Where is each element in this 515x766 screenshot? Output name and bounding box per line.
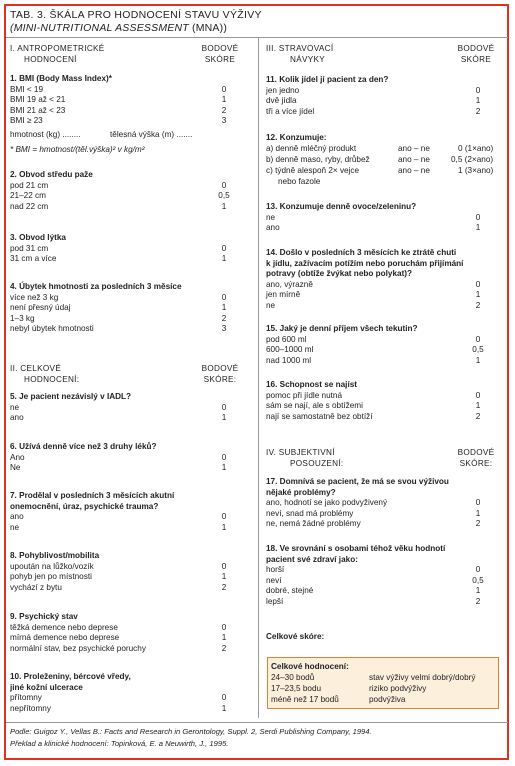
left-question-8-option: těžká demence nebo deprese xyxy=(10,622,118,632)
left-question-6-option: ne xyxy=(10,522,20,532)
left-question-5-heading: 6. Užívá denně více než 3 druhy léků? xyxy=(10,442,157,451)
footer-translation: Překlad a klinické hodnocení: Topinková, E. a Neuwirth, J., 1995. xyxy=(10,739,229,748)
section-iv-score-heading: BODOVÉ xyxy=(457,448,495,457)
left-question-1-score: 1 xyxy=(221,201,227,211)
footer-divider xyxy=(6,722,508,723)
right-question-2-score: 2 xyxy=(475,301,481,310)
evaluation-range-2: 17–23,5 bodu xyxy=(271,684,322,693)
right-question-0-heading: 11. Kolik jídel jí pacient za den? xyxy=(266,75,389,84)
q12-option-c-cont: nebo fazole xyxy=(278,177,321,186)
left-question-7-score: 1 xyxy=(221,572,227,582)
left-question-8-score: 2 xyxy=(221,643,227,653)
q12-option-c: c) týdně alespoň 2× vejce xyxy=(266,166,360,175)
left-question-2-score: 1 xyxy=(221,254,227,264)
q12-option-c-score: 1 (3×ano) xyxy=(458,166,494,175)
left-question-6-option: ano xyxy=(10,512,24,522)
evaluation-result-1: stav výživy velmi dobrý/dobrý xyxy=(369,673,476,682)
right-question-5-heading: nějaké problémy? xyxy=(266,487,336,497)
section-iv-heading-2: POSOUZENÍ: xyxy=(290,459,344,468)
right-question-6-option: lepší xyxy=(266,597,284,606)
left-question-0-score: 1 xyxy=(221,95,227,105)
left-question-7-heading: 8. Pohyblivost/mobilita xyxy=(10,551,100,560)
left-question-8-score: 0 xyxy=(221,622,227,632)
left-question-1-option: nad 22 cm xyxy=(10,201,49,211)
left-question-0-score: 0 xyxy=(221,84,227,94)
right-question-1-score: 0 xyxy=(475,212,481,222)
q12-option-a-score: 0 (1×ano) xyxy=(458,144,494,153)
right-question-2-option: ano, výrazně xyxy=(266,279,313,289)
right-question-1-option: ne xyxy=(266,212,276,222)
left-question-0-score: 2 xyxy=(221,105,227,115)
q12-option-c-answer: ano – ne xyxy=(398,166,430,175)
q12-option-b: b) denně maso, ryby, drůbež xyxy=(266,155,370,164)
section-iv-heading: IV. SUBJEKTIVNÍ xyxy=(266,448,335,457)
question-12: 12. Konzumuje: xyxy=(266,133,327,142)
right-question-5-option: neví, snad má problémy xyxy=(266,508,354,518)
left-question-7-score: 2 xyxy=(221,582,227,592)
left-question-0-heading: 1. BMI (Body Mass Index)* xyxy=(10,74,112,83)
left-question-8-option: mírná demence nebo deprese xyxy=(10,633,120,643)
left-question-3-option: více než 3 kg xyxy=(10,292,59,302)
evaluation-title: Celkové hodnocení: xyxy=(271,662,349,671)
right-question-6-heading: pacient své zdraví jako: xyxy=(266,554,358,564)
footer-source: Podle: Guigoz Y., Vellas B.: Facts and Research in Gerontology, Suppl. 2, Serdi Publishing Company, 1994. xyxy=(10,727,372,736)
section-iii-heading: III. STRAVOVACÍ xyxy=(266,44,334,53)
section-ii-score-heading: BODOVÉ xyxy=(201,364,239,373)
right-question-1-heading: 13. Konzumuje denně ovoce/zeleninu? xyxy=(266,202,417,211)
right-question-4-score: 1 xyxy=(475,401,481,411)
left-question-9-score: 0 xyxy=(221,693,227,703)
left-question-3-score: 0 xyxy=(221,292,227,302)
left-question-4-score: 0 xyxy=(221,402,227,412)
right-question-2-option: jen mírně xyxy=(266,290,301,300)
left-question-2-option: 31 cm a více xyxy=(10,254,57,264)
right-question-5-score: 2 xyxy=(475,519,481,529)
right-question-3-option: 600–1000 ml xyxy=(266,345,314,355)
right-question-3-option: nad 1000 ml xyxy=(266,355,312,365)
section-iii-score-heading: BODOVÉ xyxy=(457,44,495,53)
left-question-8-score: 1 xyxy=(221,633,227,643)
left-question-4-heading: 5. Je pacient nezávislý v IADL? xyxy=(10,392,132,401)
right-question-5-option: ano, hodnotí se jako podvyživený xyxy=(266,498,388,508)
right-question-4-score: 0 xyxy=(475,390,481,400)
q12-option-b-score: 0,5 (2×ano) xyxy=(451,155,494,164)
right-question-0-score: 1 xyxy=(475,96,481,106)
right-question-6-option: dobré, stejné xyxy=(266,586,314,596)
section-iii-score-heading-2: SKÓRE xyxy=(460,55,492,64)
section-ii-heading-2: HODNOCENÍ: xyxy=(24,375,80,384)
left-question-5-score: 0 xyxy=(221,452,227,462)
left-question-3-score: 1 xyxy=(221,303,227,313)
right-question-3-option: pod 600 ml xyxy=(266,334,307,344)
left-question-5-option: Ne xyxy=(10,463,21,473)
right-question-2-heading: k jídlu, zažívacím potížím nebo poruchám přijímání xyxy=(266,258,464,268)
left-question-4-option: ne xyxy=(10,402,20,412)
section-i-heading-2: HODNOCENÍ xyxy=(24,55,77,64)
evaluation-result-2: riziko podvýživy xyxy=(369,684,427,693)
q12-option-a-answer: ano – ne xyxy=(398,144,430,153)
left-question-2-option: pod 31 cm xyxy=(10,243,49,253)
right-question-4-option: sám se nají, ale s obtížemi xyxy=(266,401,363,411)
left-question-6-score: 0 xyxy=(221,512,227,522)
left-question-5-score: 1 xyxy=(221,463,227,473)
evaluation-range-1: 24–30 bodů xyxy=(271,673,315,682)
q12-option-b-answer: ano – ne xyxy=(398,155,430,164)
left-question-1-option: pod 21 cm xyxy=(10,180,49,190)
left-question-4-score: 1 xyxy=(221,413,227,423)
right-question-2-score: 0 xyxy=(475,279,481,289)
left-question-5-option: Ano xyxy=(10,452,25,462)
right-question-2-heading: potravy (obtíže žvýkat nebo polykat)? xyxy=(266,269,413,279)
left-question-3-option: 1–3 kg xyxy=(10,313,35,323)
right-question-6-score: 0 xyxy=(475,565,481,575)
right-question-6-heading: 18. Ve srovnání s osobami téhož věku hodnotí xyxy=(266,544,446,553)
left-question-0-option: BMI 19 až < 21 xyxy=(10,95,66,105)
left-question-1-option: 21–22 cm xyxy=(10,191,46,201)
section-ii-score-heading-2: SKÓRE: xyxy=(203,375,237,384)
right-question-3-score: 0 xyxy=(475,334,481,344)
left-question-0-option: BMI ≥ 23 xyxy=(10,116,43,126)
left-question-1-score: 0,5 xyxy=(218,191,230,201)
table-subtitle: (MINI-NUTRITIONAL ASSESSMENT (MNA)) xyxy=(10,22,228,34)
right-question-4-heading: 16. Schopnost se najíst xyxy=(266,380,357,389)
left-question-7-option: vychází z bytu xyxy=(10,582,62,592)
left-question-9-score: 1 xyxy=(221,703,227,713)
column-divider xyxy=(258,38,259,718)
right-question-4-score: 2 xyxy=(475,411,481,421)
right-question-6-score: 0,5 xyxy=(472,575,484,585)
left-question-2-heading: 3. Obvod lýtka xyxy=(10,233,66,242)
right-question-2-score: 1 xyxy=(475,290,481,300)
section-i-heading: I. ANTROPOMETRICKÉ xyxy=(10,44,105,53)
right-question-1-option: ano xyxy=(266,223,280,233)
left-question-9-option: přítomny xyxy=(10,693,42,703)
left-question-9-heading: jiné kožní ulcerace xyxy=(10,682,83,692)
section-iv-score-heading-2: SKÓRE: xyxy=(459,459,493,468)
right-question-4-option: nají se samostatně bez obtíží xyxy=(266,411,373,421)
right-question-6-score: 1 xyxy=(475,586,481,596)
left-question-1-score: 0 xyxy=(221,180,227,190)
left-question-6-heading: 7. Prodělal v posledních 3 měsících akutní xyxy=(10,491,175,500)
bmi-note: * BMI = hmotnost/(těl.výška)² v kg/m² xyxy=(10,145,145,154)
right-question-3-score: 0,5 xyxy=(472,345,484,355)
bmi-weight-field: hmotnost (kg) ........ xyxy=(10,130,81,139)
left-question-4-option: ano xyxy=(10,413,24,423)
left-question-6-heading: onemocnění, úraz, psychické trauma? xyxy=(10,501,159,511)
right-question-0-option: jen jedno xyxy=(266,85,300,95)
left-question-2-score: 0 xyxy=(221,243,227,253)
left-question-3-heading: 4. Úbytek hmotnosti za posledních 3 měsíce xyxy=(10,282,182,291)
section-i-score-heading-2: SKÓRE xyxy=(204,55,236,64)
left-question-9-heading: 10. Proleženiny, bércové vředy, xyxy=(10,672,131,681)
left-question-3-score: 2 xyxy=(221,313,227,323)
total-score-label: Celkové skóre: xyxy=(266,632,325,641)
right-question-5-heading: 17. Domnívá se pacient, že má se svou výživou xyxy=(266,477,449,486)
right-question-6-option: neví xyxy=(266,575,282,585)
left-question-8-option: normální stav, bez psychické poruchy xyxy=(10,643,146,653)
right-question-3-score: 1 xyxy=(475,355,481,365)
left-question-9-option: nepřítomny xyxy=(10,703,51,713)
q12-option-a: a) denně mléčný produkt xyxy=(266,144,357,153)
bmi-height-field: tělesná výška (m) ....... xyxy=(110,130,193,139)
right-question-6-score: 2 xyxy=(475,597,481,606)
right-question-5-score: 1 xyxy=(475,508,481,518)
right-question-0-option: dvě jídla xyxy=(266,96,297,106)
left-question-8-heading: 9. Psychický stav xyxy=(10,612,78,621)
left-question-0-score: 3 xyxy=(221,116,227,126)
right-question-0-score: 2 xyxy=(475,106,481,116)
right-question-0-score: 0 xyxy=(475,85,481,95)
right-question-5-score: 0 xyxy=(475,498,481,508)
title-divider xyxy=(6,37,508,38)
section-ii-heading: II. CELKOVÉ xyxy=(10,364,62,373)
right-question-4-option: pomoc při jídle nutná xyxy=(266,390,343,400)
right-question-5-option: ne, nemá žádné problémy xyxy=(266,519,361,529)
left-question-1-heading: 2. Obvod středu paže xyxy=(10,170,93,179)
right-question-2-option: ne xyxy=(266,301,276,310)
left-question-6-score: 1 xyxy=(221,522,227,532)
right-question-6-option: horší xyxy=(266,565,285,575)
evaluation-result-3: podvýživa xyxy=(369,695,406,704)
left-question-0-option: BMI 21 až < 23 xyxy=(10,105,66,115)
section-iii-heading-2: NÁVYKY xyxy=(290,55,326,64)
right-question-0-option: tři a více jídel xyxy=(266,106,315,116)
left-question-0-option: BMI < 19 xyxy=(10,84,43,94)
left-question-3-option: nebyl úbytek hmotnosti xyxy=(10,324,94,334)
right-question-3-heading: 15. Jaký je denní příjem všech tekutin? xyxy=(266,324,418,333)
evaluation-range-3: méně než 17 bodů xyxy=(271,695,339,704)
right-question-1-score: 1 xyxy=(475,223,481,233)
right-question-2-heading: 14. Došlo v posledních 3 měsících ke ztrátě chuti xyxy=(266,248,457,257)
left-question-7-option: upoután na lůžko/vozík xyxy=(10,561,94,571)
left-question-3-option: není přesný údaj xyxy=(10,303,71,313)
section-i-score-heading: BODOVÉ xyxy=(201,44,239,53)
left-question-7-option: pohyb jen po místnosti xyxy=(10,572,92,582)
left-question-3-score: 3 xyxy=(221,324,227,334)
left-question-7-score: 0 xyxy=(221,561,227,571)
table-title: TAB. 3. ŠKÁLA PRO HODNOCENÍ STAVU VÝŽIVY xyxy=(10,9,262,21)
